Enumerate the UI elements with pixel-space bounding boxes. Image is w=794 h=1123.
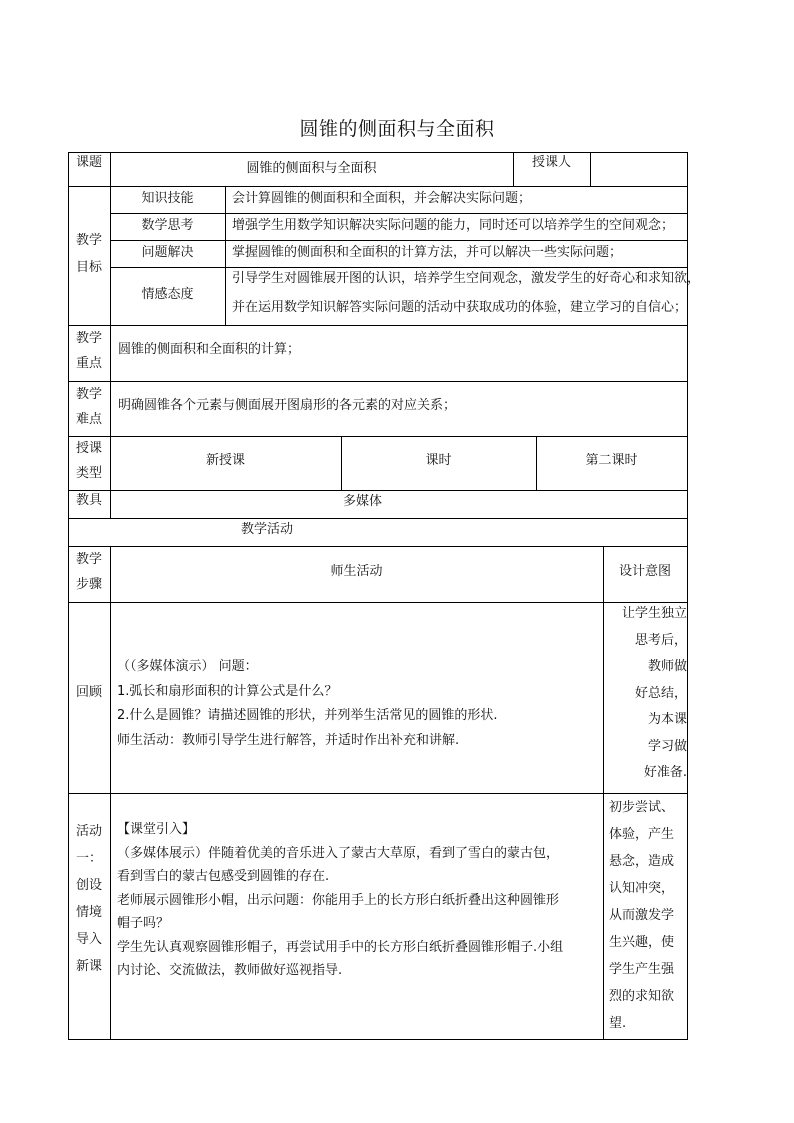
table-rule (110, 213, 688, 214)
objective-label-problem: 问题解决 (141, 245, 194, 260)
objective-text-attitude-2: 并在运用数学知识解答实际问题的活动中获取成功的体验，建立学习的自信心； (232, 300, 688, 315)
objectives-label: 教学 目标 (75, 233, 102, 275)
activity1-line: （多媒体展示）伴随着优美的音乐进入了蒙古大草原，看到了雪白的蒙古包， (117, 845, 560, 861)
teacher-label: 授课人 (531, 155, 571, 170)
table-rule (110, 546, 111, 1040)
tools-label: 教具 (75, 493, 102, 508)
difficulty-text: 明确圆锥各个元素与侧面展开图扇形的各元素的对应关系； (118, 398, 457, 413)
review-line: 2.什么是圆锥？请描述圆锥的形状，并列举生活常见的圆锥的形状. (117, 708, 498, 723)
objective-label-knowledge: 知识技能 (141, 191, 194, 206)
activity1-line: 帽子吗？ (117, 916, 170, 931)
page-title: 圆锥的侧面积与全面积 (299, 118, 495, 140)
objective-label-attitude: 情感态度 (141, 287, 194, 302)
table-rule (68, 152, 688, 153)
objective-text-problem: 掌握圆锥的侧面积和全面积的计算方法，并可以解决一些实际问题； (232, 245, 623, 260)
table-rule (68, 546, 688, 547)
table-rule (68, 325, 688, 326)
review-line: 1.弧长和扇形面积的计算公式是什么？ (117, 683, 338, 699)
activities-heading: 教学活动 (241, 522, 294, 537)
activity-column-header: 师生活动 (330, 564, 383, 579)
activity1-line: 学生先认真观察圆锥形帽子，再尝试用手中的长方形白纸折叠圆锥形帽子.小组 (117, 939, 564, 955)
table-rule (68, 602, 688, 603)
objective-text-attitude-1: 引导学生对圆锥展开图的认识，培养学生空间观念，激发学生的好奇心和求知欲， (232, 271, 701, 286)
objective-text-knowledge: 会计算圆锥的侧面积和全面积，并会解决实际问题； (232, 191, 532, 206)
table-rule (68, 1039, 688, 1040)
tools-value: 多媒体 (342, 494, 382, 509)
table-rule (68, 186, 688, 187)
activity1-line: 老师展示圆锥形小帽，出示问题：你能用手上的长方形白纸折叠出这种圆锥形 (117, 892, 560, 908)
steps-label: 教学 步骤 (75, 552, 102, 592)
activity1-line: 【课堂引入】 (117, 822, 196, 837)
table-rule (68, 518, 688, 519)
difficulty-label: 教学 难点 (75, 387, 102, 427)
table-rule (590, 152, 591, 186)
table-rule (68, 381, 688, 382)
key-point-label: 教学 重点 (75, 331, 102, 371)
key-point-text: 圆锥的侧面积和全面积的计算； (118, 342, 301, 357)
activity1-intent: 初步尝试、 体验，产生 悬念，造成 认知冲突， 从而激发学 生兴趣，使 学生产生强 烈的求知欲 望. (609, 800, 675, 1031)
activity1-line: 内讨论、交流做法，教师做好巡视指导. (117, 963, 343, 978)
objective-text-thinking: 增强学生用数学知识解决实际问题的能力，同时还可以培养学生的空间观念； (232, 218, 675, 233)
table-rule (225, 186, 226, 325)
table-rule (110, 267, 688, 268)
intent-column-header: 设计意图 (618, 564, 671, 579)
activity1-line: 看到雪白的蒙古包感受到圆锥的存在. (117, 869, 330, 884)
table-rule (68, 490, 688, 491)
topic-value: 圆锥的侧面积与全面积 (246, 161, 377, 176)
review-content (117, 655, 498, 753)
activity1-content (117, 818, 563, 983)
table-rule (68, 436, 688, 437)
period-label: 课时 (425, 453, 452, 468)
activity1-step-label: 活动 一： 创设 情境 导入 新课 (75, 824, 102, 974)
table-rule (68, 793, 688, 794)
review-intent: 让学生独立 思考后， 教师做 好总结， 为本课 学习做 好准备. (621, 606, 687, 780)
lesson-type-label: 授课 类型 (75, 441, 102, 481)
lesson-type-value: 新授课 (205, 453, 245, 468)
review-step-label: 回顾 (75, 685, 102, 700)
topic-label: 课题 (75, 155, 102, 170)
period-value: 第二课时 (585, 453, 638, 468)
review-line: （（多媒体演示） 问题： (117, 659, 258, 674)
table-rule (110, 240, 688, 241)
objective-label-thinking: 数学思考 (141, 218, 194, 233)
review-line: 师生活动：教师引导学生进行解答，并适时作出补充和讲解. (117, 732, 460, 748)
